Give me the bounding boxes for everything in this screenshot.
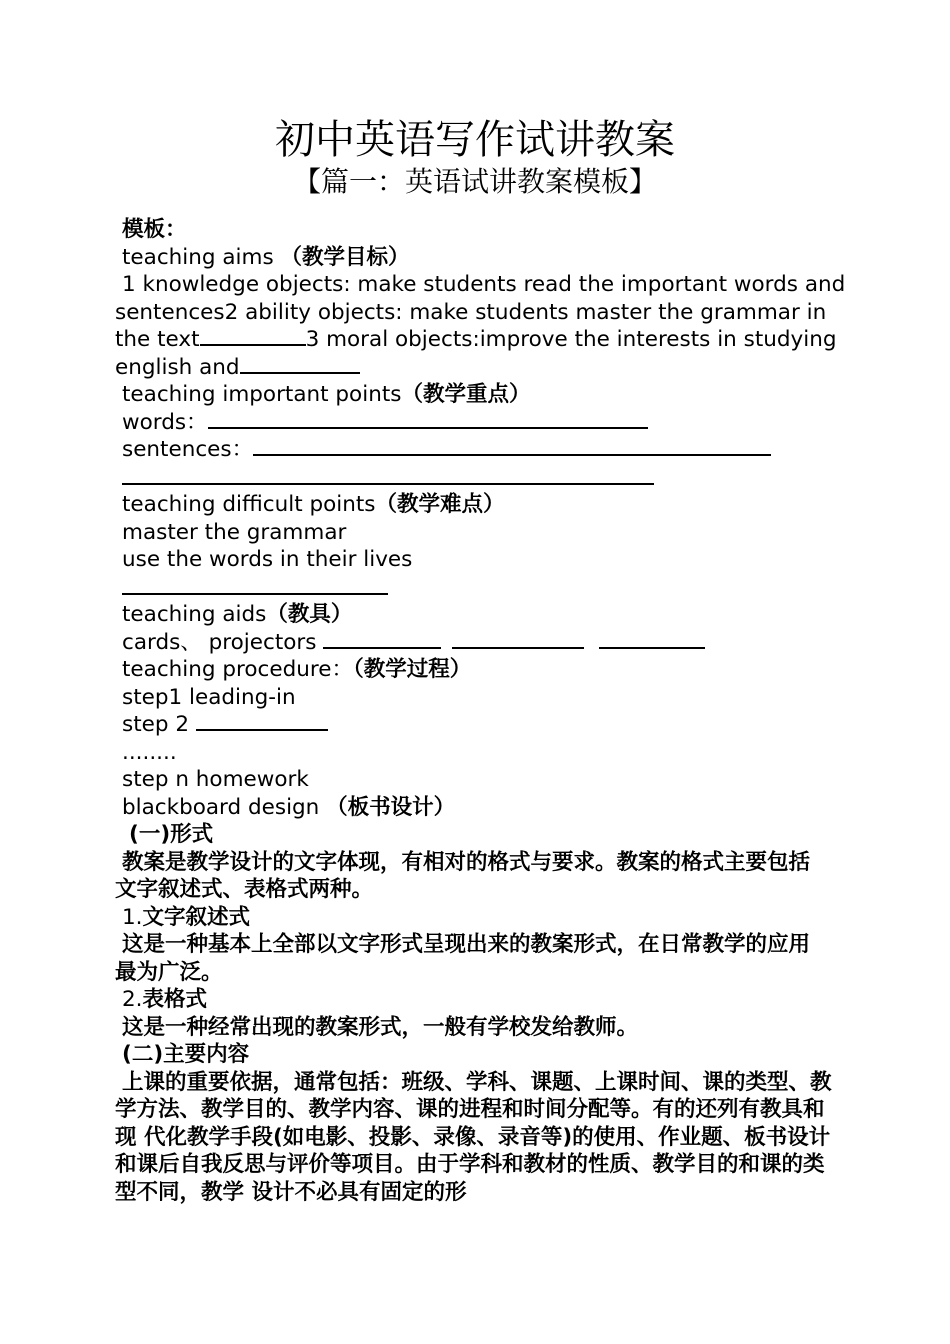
blank-line (115, 574, 840, 602)
narrative-paragraph: 这是一种基本上全部以文字形式呈现出来的教案形式，在日常教学的应用最为广泛。 (115, 932, 811, 985)
document-body (115, 216, 846, 1206)
fill-blank (196, 711, 328, 731)
blank-line (115, 464, 840, 492)
main-content-paragraph: 上课的重要依据，通常包括：班级、学科、课题、上课时间、课的类型、教学方法、教学目的、教学内容、课的进程和时间分配等。有的还列有教具和现 代化教学手段(如电影、投影、录像、录音等)的使用、作业题、板书设计和课后自我反思与评价等项目。由于学科和教材的性质、教学目的和课的类型不同，教学 设计不必具有固定的形 (115, 1069, 832, 1205)
words-line: words： (115, 409, 840, 437)
important-points-heading: teaching important points（教学重点） (122, 382, 531, 407)
difficult-point-2: use the words in their lives (122, 547, 413, 572)
objectives-line-2: sentences2 ability objects: make students master the grammar in (115, 299, 827, 325)
difficult-points-heading: teaching difficult points（教学难点） (122, 492, 505, 517)
step-1: step1 leading-in (122, 684, 296, 710)
form-heading: (一)形式 (129, 822, 214, 847)
main-content-heading: (二)主要内容 (122, 1042, 250, 1067)
step-n: step n homework (122, 767, 309, 792)
fill-blank (122, 483, 654, 485)
document-subtitle: 【篇一：英语试讲教案模板】 (292, 165, 657, 198)
teaching-aids-heading: teaching aids（教具） (122, 602, 353, 627)
teaching-aims-heading: teaching aims （教学目标） (122, 244, 410, 270)
fill-blank (452, 629, 584, 649)
sentences-line: sentences： (115, 436, 840, 464)
fill-blank (208, 409, 648, 429)
fill-blank (599, 629, 705, 649)
fill-blank (200, 326, 306, 346)
step-ellipsis: ........ (122, 739, 177, 765)
fill-blank (240, 354, 360, 374)
narrative-heading: 1.文字叙述式 (122, 904, 251, 930)
procedure-heading: teaching procedure：（教学过程） (122, 657, 472, 682)
step-2: step 2 (115, 711, 840, 739)
objectives-line-1: 1 knowledge objects: make students read the important words and (122, 272, 846, 297)
difficult-point-1: master the grammar (122, 519, 347, 545)
aids-items-line: cards、 projectors (115, 629, 840, 657)
objectives-line-4: english and (115, 354, 840, 382)
table-format-paragraph: 这是一种经常出现的教案形式，一般有学校发给教师。 (122, 1014, 639, 1040)
blackboard-heading: blackboard design （板书设计） (122, 794, 456, 820)
objectives-line-3: the text 3 moral objects:improve the interests in studying (115, 327, 837, 352)
fill-blank (253, 436, 771, 456)
fill-blank (122, 593, 388, 595)
fill-blank (323, 629, 441, 649)
template-label: 模板： (122, 217, 187, 242)
table-format-heading: 2.表格式 (122, 987, 208, 1012)
document-title: 初中英语写作试讲教案 (275, 117, 675, 163)
form-paragraph: 教案是教学设计的文字体现，有相对的格式与要求。教案的格式主要包括文字叙述式、表格式两种。 (115, 849, 811, 902)
